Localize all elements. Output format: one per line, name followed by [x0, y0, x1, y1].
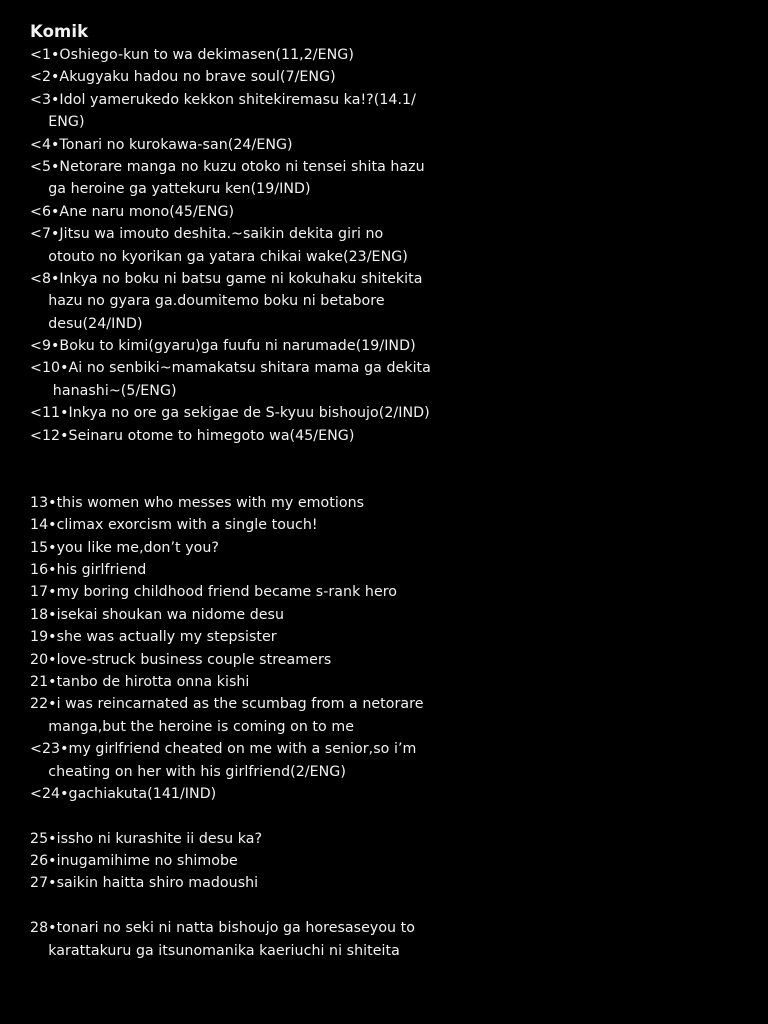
- note-line: cheating on her with his girlfriend(2/ENG): [30, 763, 346, 780]
- note-line: <12•Seinaru otome to himegoto wa(45/ENG): [30, 427, 355, 444]
- note-line: <2•Akugyaku hadou no brave soul(7/ENG): [30, 69, 336, 86]
- note-line: 27•saikin haitta shiro madoushi: [30, 875, 259, 892]
- note-line: karattakuru ga itsunomanika kaeriuchi ni shiteita: [30, 942, 400, 959]
- note-lines: [30, 44, 750, 962]
- note-line: 20•love-struck business couple streamers: [30, 651, 332, 668]
- blank-line: [30, 805, 750, 827]
- note-line: hazu no gyara ga.doumitemo boku ni betabore: [30, 293, 385, 310]
- note-line: ENG): [30, 114, 85, 131]
- note-line: 16•his girlfriend: [30, 561, 147, 578]
- note-line: otouto no kyorikan ga yatara chikai wake(23/ENG): [30, 248, 408, 265]
- note-line: <7•Jitsu wa imouto deshita.~saikin dekita giri no: [30, 226, 384, 243]
- note-line: <10•Ai no senbiki~mamakatsu shitara mama ga dekita: [30, 360, 431, 377]
- note-line: desu(24/IND): [30, 315, 143, 332]
- note-line: <9•Boku to kimi(gyaru)ga fuufu ni narumade(19/IND): [30, 338, 416, 355]
- note-line: 18•isekai shoukan wa nidome desu: [30, 606, 285, 623]
- note-line: <5•Netorare manga no kuzu otoko ni tensei shita hazu: [30, 158, 425, 175]
- note-line: <23•my girlfriend cheated on me with a senior,so i’m: [30, 741, 417, 758]
- note-line: manga,but the heroine is coming on to me: [30, 718, 354, 735]
- note-line: 21•tanbo de hirotta onna kishi: [30, 673, 250, 690]
- note-line: 28•tonari no seki ni natta bishoujo ga horesaseyou to: [30, 920, 416, 937]
- note-line: <24•gachiakuta(141/IND): [30, 785, 217, 802]
- note-line: ga heroine ga yattekuru ken(19/IND): [30, 181, 311, 198]
- note-line: 26•inugamihime no shimobe: [30, 853, 238, 870]
- note-title: Komik: [30, 22, 89, 41]
- note-line: <6•Ane naru mono(45/ENG): [30, 203, 235, 220]
- note-line: 19•she was actually my stepsister: [30, 629, 277, 646]
- note-line: hanashi~(5/ENG): [30, 382, 177, 399]
- note-line: 14•climax exorcism with a single touch!: [30, 517, 318, 534]
- note-line: 13•this women who messes with my emotions: [30, 494, 365, 511]
- blank-line: [30, 469, 750, 491]
- note-line: <11•Inkya no ore ga sekigae de S-kyuu bishoujo(2/IND): [30, 405, 430, 422]
- note-line: 17•my boring childhood friend became s-rank hero: [30, 584, 398, 601]
- blank-line: [30, 895, 750, 917]
- blank-line: [30, 447, 750, 469]
- note-body[interactable]: [30, 20, 750, 962]
- note-line: 22•i was reincarnated as the scumbag from a netorare: [30, 696, 424, 713]
- note-line: <8•Inkya no boku ni batsu game ni kokuhaku shitekita: [30, 270, 423, 287]
- note-line: <3•Idol yamerukedo kekkon shitekiremasu ka!?(14.1/: [30, 91, 416, 108]
- note-line: 25•issho ni kurashite ii desu ka?: [30, 830, 263, 847]
- note-line: <1•Oshiego-kun to wa dekimasen(11,2/ENG): [30, 47, 354, 63]
- note-line: <4•Tonari no kurokawa-san(24/ENG): [30, 136, 293, 153]
- note-line: 15•you like me,don’t you?: [30, 539, 219, 556]
